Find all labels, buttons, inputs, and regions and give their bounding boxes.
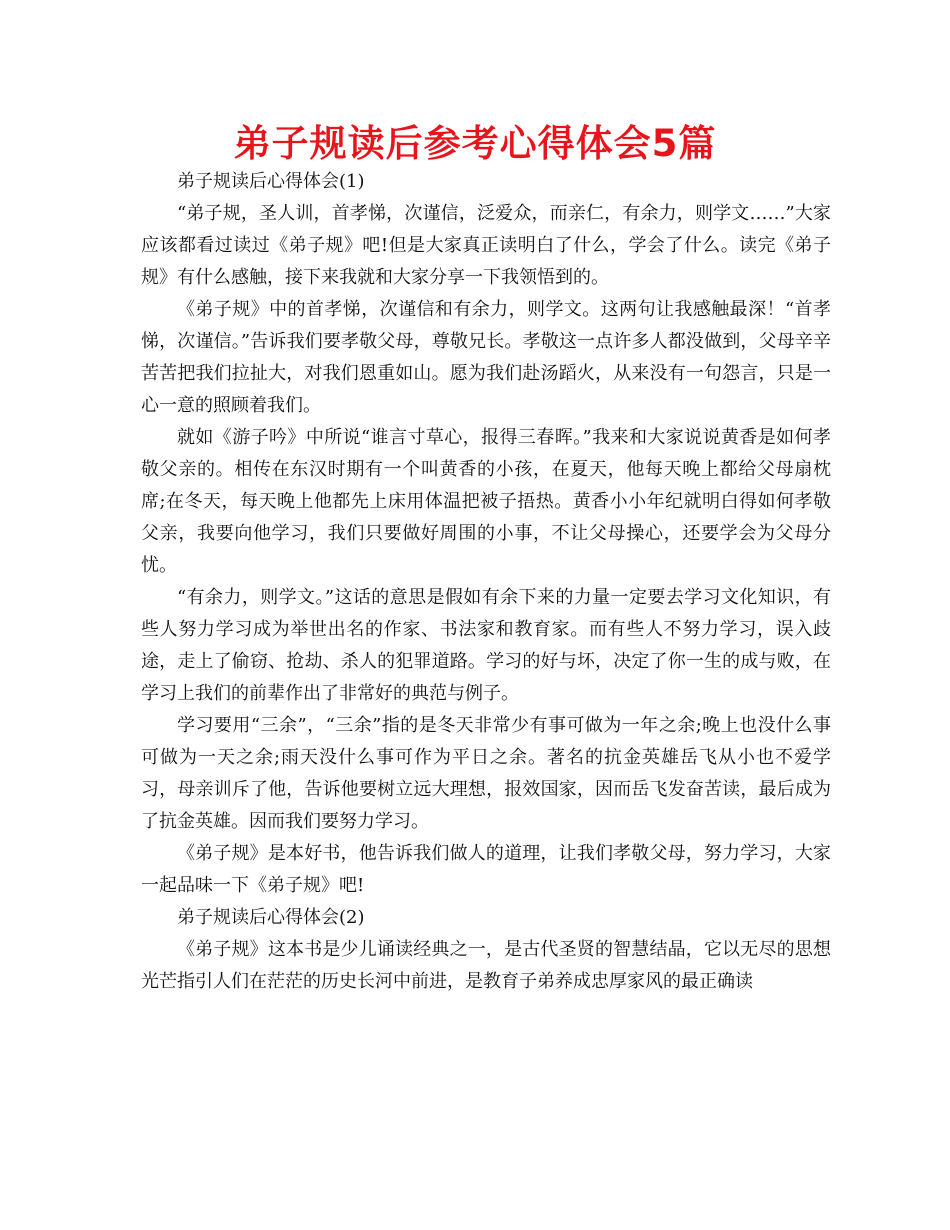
document-body	[141, 166, 831, 998]
paragraph: 《弟子规》这本书是少儿诵读经典之一，是古代圣贤的智慧结晶，它以无尽的思想光芒指引人们在茫茫的历史长河中前进，是教育子弟养成忠厚家风的最正确读	[141, 939, 831, 992]
paragraph: 《弟子规》中的首孝悌，次谨信和有余力，则学文。这两句让我感触最深！“首孝悌，次谨信。”告诉我们要孝敬父母，尊敬兄长。孝敬这一点许多人都没做到，父母辛辛苦苦把我们拉扯大，对我们恩重如山。愿为我们赴汤蹈火，从来没有一句怨言，只是一心一意的照顾着我们。	[141, 299, 831, 416]
section-heading-1: 弟子规读后心得体会(1)	[177, 171, 365, 192]
paragraph: 《弟子规》是本好书，他告诉我们做人的道理，让我们孝敬父母，努力学习，大家一起品味一下《弟子规》吧!	[141, 843, 831, 896]
section-heading-2: 弟子规读后心得体会(2)	[177, 907, 365, 928]
paragraph: 就如《游子吟》中所说“谁言寸草心，报得三春晖。”我来和大家说说黄香是如何孝敬父亲的。相传在东汉时期有一个叫黄香的小孩，在夏天，他每天晚上都给父母扇枕席;在冬天，每天晚上他都先上床用体温把被子捂热。黄香小小年纪就明白得如何孝敬父亲，我要向他学习，我们只要做好周围的小事，不让父母操心，还要学会为父母分忧。	[141, 427, 831, 576]
paragraph: 学习要用“三余”，“三余”指的是冬天非常少有事可做为一年之余;晚上也没什么事可做为一天之余;雨天没什么事可作为平日之余。著名的抗金英雄岳飞从小也不爱学习，母亲训斥了他，告诉他要树立远大理想，报效国家，因而岳飞发奋苦读，最后成为了抗金英雄。因而我们要努力学习。	[141, 715, 831, 832]
paragraph: “弟子规，圣人训，首孝悌，次谨信，泛爱众，而亲仁，有余力，则学文……”大家应该都看过读过《弟子规》吧!但是大家真正读明白了什么，学会了什么。读完《弟子规》有什么感触，接下来我就和大家分享一下我领悟到的。	[141, 203, 831, 288]
paragraph: “有余力，则学文。”这话的意思是假如有余下来的力量一定要去学习文化知识，有些人努力学习成为举世出名的作家、书法家和教育家。而有些人不努力学习，误入歧途，走上了偷窃、抢劫、杀人的犯罪道路。学习的好与坏，决定了你一生的成与败，在学习上我们的前辈作出了非常好的典范与例子。	[141, 587, 831, 704]
document-title: 弟子规读后参考心得体会5篇	[233, 122, 717, 165]
